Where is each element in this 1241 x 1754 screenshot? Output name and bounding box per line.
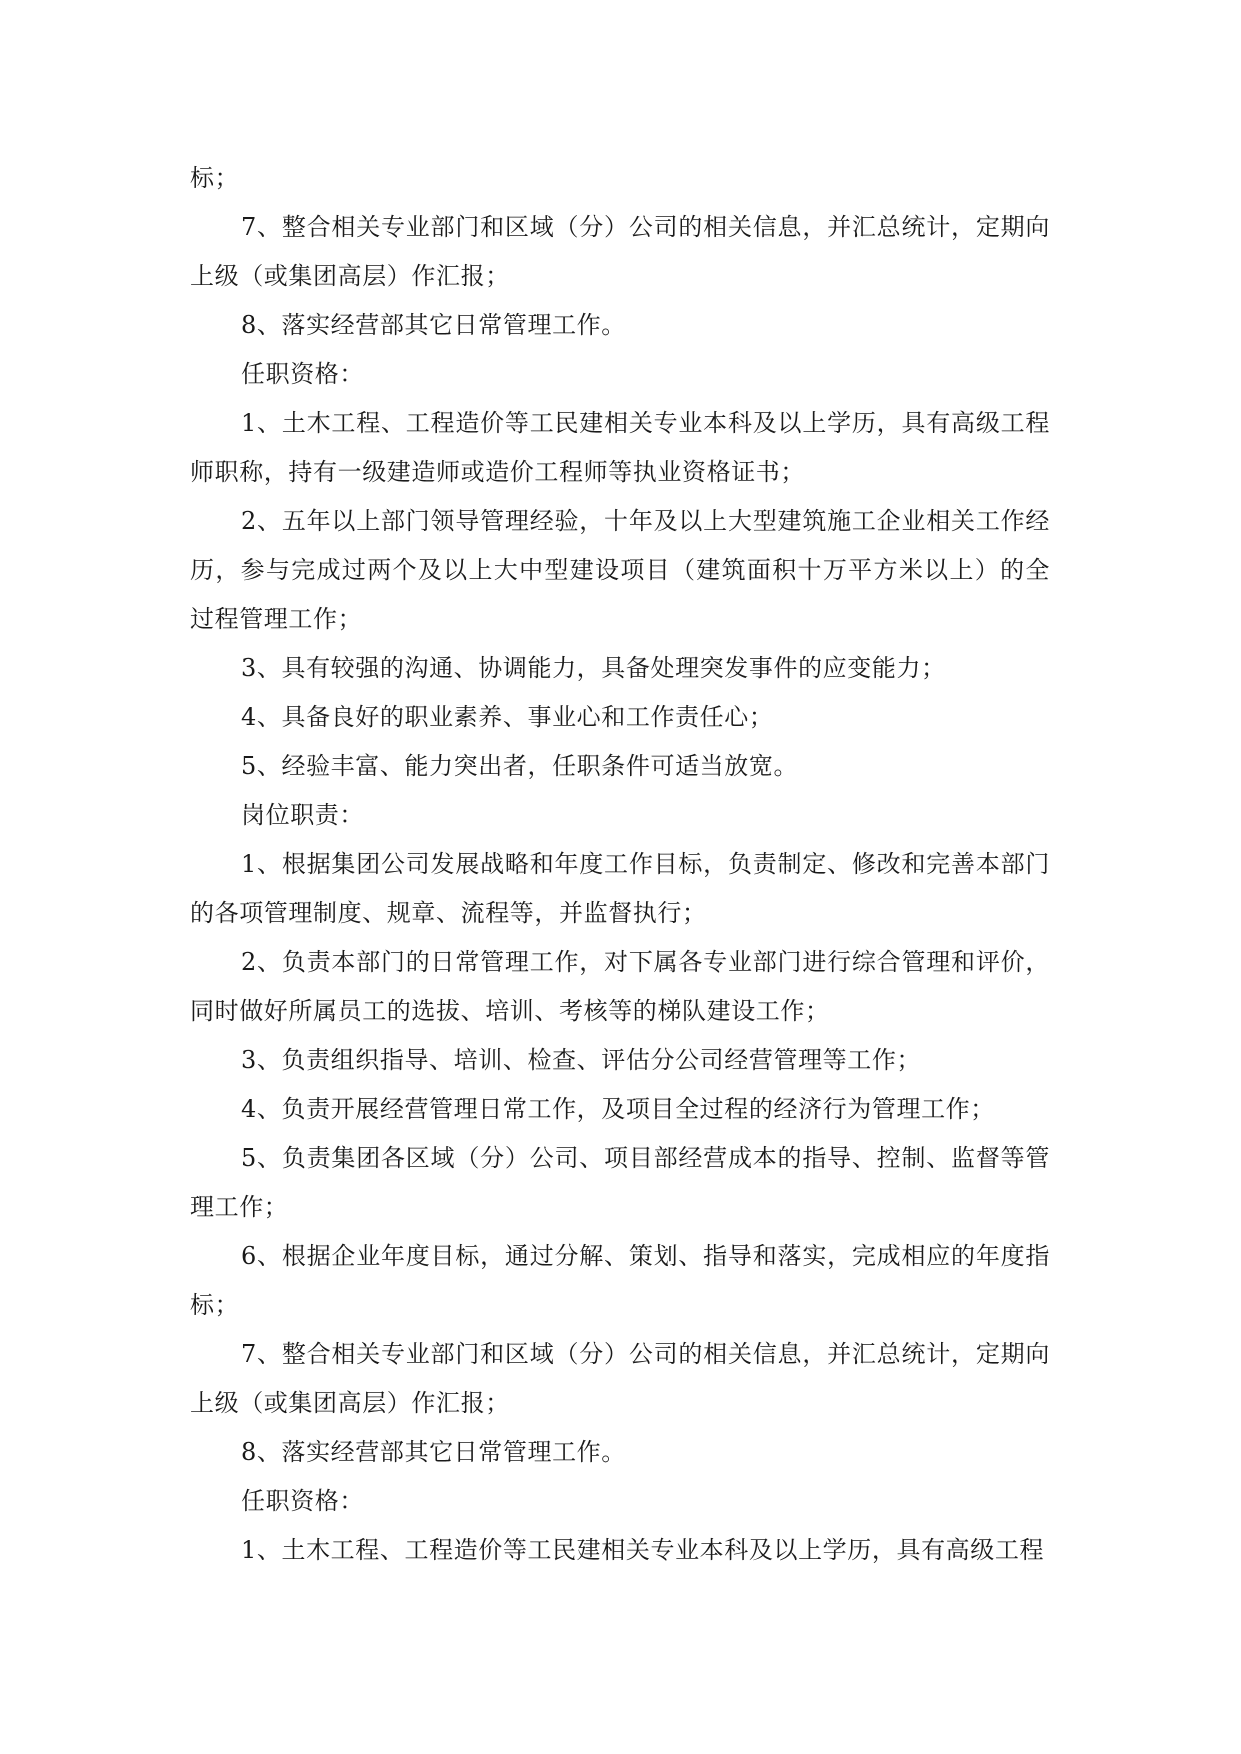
paragraph-duty-3: 3、负责组织指导、培训、检查、评估分公司经营管理等工作； [241,1046,922,1074]
paragraph-duty-8-repeat: 8、落实经营部其它日常管理工作。 [241,1438,626,1466]
paragraph-qualification-5: 5、经验丰富、能力突出者，任职条件可适当放宽。 [241,752,799,780]
paragraph-qualification-1-repeat: 1、土木工程、工程造价等工民建相关专业本科及以上学历，具有高级工程 [241,1536,1045,1564]
paragraph-duty-2: 2、负责本部门的日常管理工作，对下属各专业部门进行综合管理和评价，同时做好所属员工的选拔、培训、考核等的梯队建设工作； [190,948,1050,1025]
document-body [190,154,1050,1575]
section-heading-duties: 岗位职责： [241,801,364,829]
paragraph-duty-6: 6、根据企业年度目标，通过分解、策划、指导和落实，完成相应的年度指标； [190,1242,1050,1319]
paragraph-qualification-3: 3、具有较强的沟通、协调能力，具备处理突发事件的应变能力； [241,654,946,682]
paragraph-duty-7: 7、整合相关专业部门和区域（分）公司的相关信息，并汇总统计，定期向上级（或集团高层）作汇报； [190,213,1050,290]
paragraph-duty-4: 4、负责开展经营管理日常工作，及项目全过程的经济行为管理工作； [241,1095,995,1123]
paragraph-qualification-1: 1、土木工程、工程造价等工民建相关专业本科及以上学历，具有高级工程师职称，持有一级建造师或造价工程师等执业资格证书； [190,409,1050,486]
paragraph-duty-5: 5、负责集团各区域（分）公司、项目部经营成本的指导、控制、监督等管理工作； [190,1144,1050,1221]
paragraph-duty-8: 8、落实经营部其它日常管理工作。 [241,311,626,339]
paragraph-fragment: 标； [190,164,240,192]
paragraph-qualification-4: 4、具备良好的职业素养、事业心和工作责任心； [241,703,774,731]
paragraph-duty-1: 1、根据集团公司发展战略和年度工作目标，负责制定、修改和完善本部门的各项管理制度、规章、流程等，并监督执行； [190,850,1050,927]
section-heading-qualifications-repeat: 任职资格： [241,1487,364,1515]
paragraph-qualification-2: 2、五年以上部门领导管理经验，十年及以上大型建筑施工企业相关工作经历，参与完成过两个及以上大中型建设项目（建筑面积十万平方米以上）的全过程管理工作； [190,507,1050,633]
section-heading-qualifications: 任职资格： [241,360,364,388]
paragraph-duty-7-repeat: 7、整合相关专业部门和区域（分）公司的相关信息，并汇总统计，定期向上级（或集团高层）作汇报； [190,1340,1050,1417]
